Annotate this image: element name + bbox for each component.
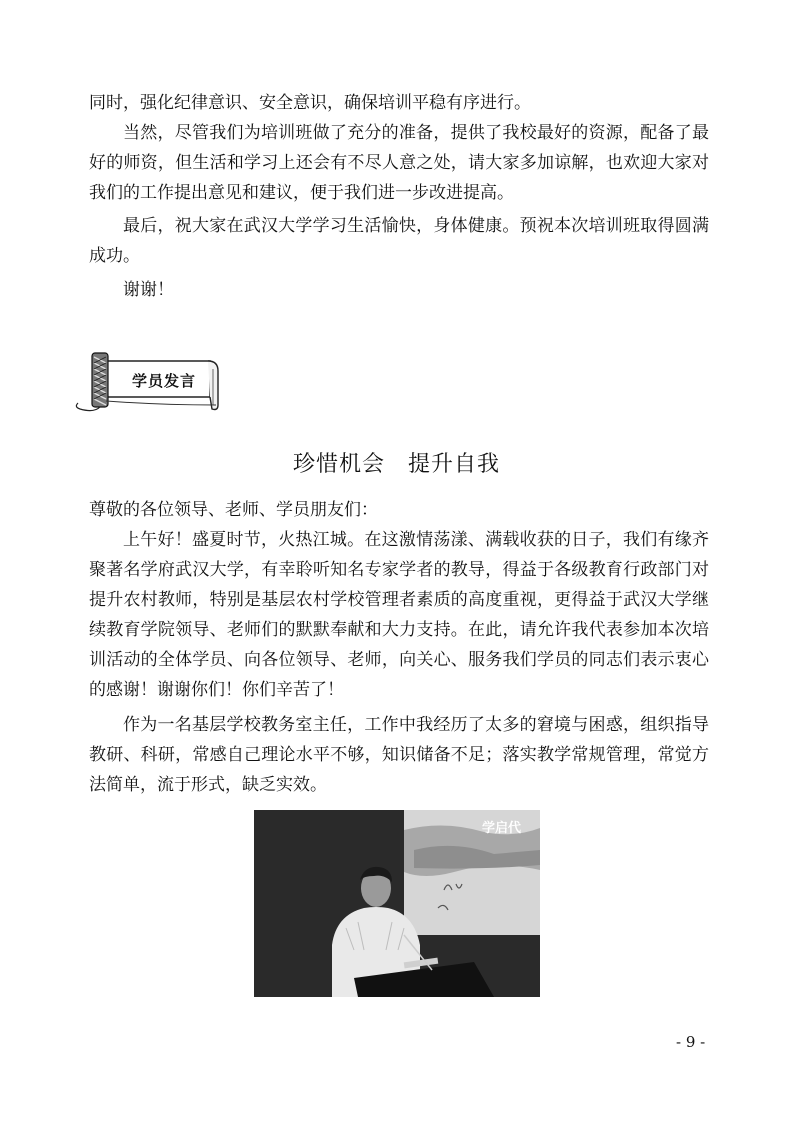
speaker-photo xyxy=(254,810,540,997)
screen-text: 学启代 xyxy=(482,821,522,836)
article-salutation: 尊敬的各位领导、老师、学员朋友们： xyxy=(89,500,378,520)
section-banner-label: 学员发言 xyxy=(131,372,196,390)
article-paragraph-1: 上午好！盛夏时节，火热江城。在这激情荡漾、满载收获的日子，我们有缘齐聚著名学府武汉大学，有幸聆听知名专家学者的教导，得益于各级教育行政部门对提升农村教师，特别是基层农村学校管理者素质的高度重视，更得益于武汉大学继续教育学院领导、老师们的默默奉献和大力支持。在此，请允许我代表参加本次培训活动的全体学员、向各位领导、老师，向关心、服务我们学员的同志们表示衷心的感谢！谢谢你们！你们辛苦了！ xyxy=(89,530,709,700)
section-banner xyxy=(70,347,230,417)
paragraph-closing-1: 同时，强化纪律意识、安全意识，确保培训平稳有序进行。 xyxy=(89,93,531,113)
paragraph-closing-2: 当然，尽管我们为培训班做了充分的准备，提供了我校最好的资源，配备了最好的师资，但生活和学习上还会有不尽人意之处，请大家多加谅解，也欢迎大家对我们的工作提出意见和建议，便于我们进一步改进提高。 xyxy=(89,123,709,203)
article-paragraph-2: 作为一名基层学校教务室主任，工作中我经历了太多的窘境与困惑，组织指导教研、科研，常感自己理论水平不够，知识储备不足；落实教学常规管理，常觉方法简单，流于形式，缺乏实效。 xyxy=(89,715,709,795)
page-number: - 9 - xyxy=(676,1033,706,1051)
article-title: 珍惜机会 提升自我 xyxy=(292,452,500,477)
paragraph-thanks: 谢谢！ xyxy=(123,280,174,300)
paragraph-closing-3: 最后，祝大家在武汉大学学习生活愉快，身体健康。预祝本次培训班取得圆满成功。 xyxy=(89,216,709,266)
